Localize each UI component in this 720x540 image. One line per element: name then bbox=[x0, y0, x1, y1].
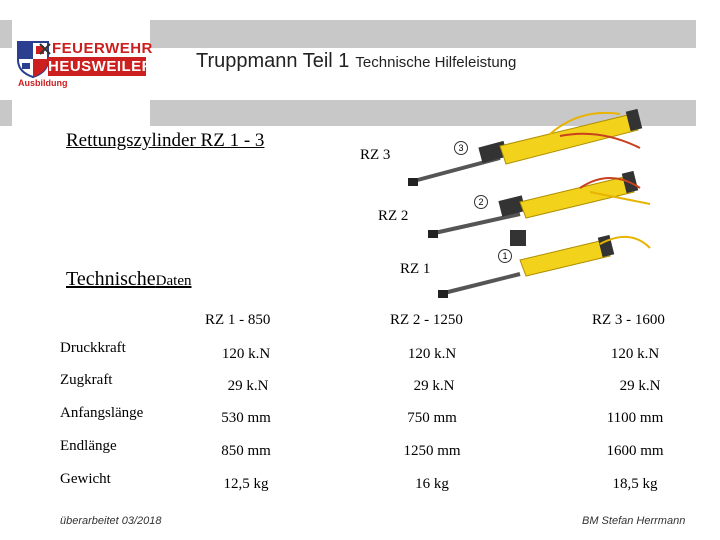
row-label-zugkraft: Zugkraft bbox=[60, 372, 113, 388]
cell-gewicht-rz2: 16 kg bbox=[415, 476, 449, 492]
label-rz3: RZ 3 bbox=[360, 147, 391, 163]
cylinder-rz3 bbox=[408, 109, 642, 186]
cell-zugkraft-rz3: 29 k.N bbox=[619, 378, 661, 394]
page-title-subtitle: Technische Hilfeleistung bbox=[355, 54, 517, 71]
cell-zugkraft-rz1: 29 k.N bbox=[227, 378, 269, 394]
cell-anfangslaenge-rz1: 530 mm bbox=[221, 410, 271, 426]
circled-number-1: 1 bbox=[498, 249, 512, 263]
tech-data-title-main: Technische bbox=[66, 268, 156, 290]
label-rz1: RZ 1 bbox=[400, 261, 431, 277]
header-bar-bottom-left bbox=[0, 100, 12, 126]
column-header-rz1: RZ 1 - 850 bbox=[205, 312, 271, 328]
cell-gewicht-rz1: 12,5 kg bbox=[223, 476, 269, 492]
row-label-anfangslaenge: Anfangslänge bbox=[60, 405, 144, 421]
cell-druckkraft-rz2: 120 k.N bbox=[407, 346, 457, 362]
tech-data-title-small: Daten bbox=[155, 273, 192, 289]
rescue-cylinder-illustration bbox=[400, 108, 660, 300]
header-bar-top-left bbox=[0, 20, 12, 48]
cylinder-rz2 bbox=[428, 171, 650, 238]
cell-endlaenge-rz2: 1250 mm bbox=[403, 443, 461, 459]
footer-revised-date: überarbeitet 03/2018 bbox=[60, 515, 162, 527]
label-rz2: RZ 2 bbox=[378, 208, 409, 224]
circled-number-2: 2 bbox=[474, 195, 488, 209]
circled-number-3: 3 bbox=[454, 141, 468, 155]
header-bar-top-right bbox=[150, 20, 696, 48]
cell-anfangslaenge-rz2: 750 mm bbox=[407, 410, 457, 426]
cell-gewicht-rz3: 18,5 kg bbox=[612, 476, 658, 492]
cell-anfangslaenge-rz3: 1100 mm bbox=[606, 410, 664, 426]
section-title: Rettungszylinder RZ 1 - 3 bbox=[66, 130, 265, 151]
page-title bbox=[196, 50, 516, 73]
cell-endlaenge-rz3: 1600 mm bbox=[606, 443, 664, 459]
crossed-axes-icon bbox=[38, 42, 52, 56]
row-label-druckkraft: Druckkraft bbox=[60, 340, 126, 356]
cell-zugkraft-rz2: 29 k.N bbox=[413, 378, 455, 394]
logo-text-ausbildung: Ausbildung bbox=[18, 78, 68, 88]
row-label-endlaenge: Endlänge bbox=[60, 438, 117, 454]
logo-text-feuerwehr: FEUERWEHR bbox=[52, 40, 153, 57]
column-header-rz3: RZ 3 - 1600 bbox=[592, 312, 665, 328]
cell-druckkraft-rz1: 120 k.N bbox=[221, 346, 271, 362]
footer-author: BM Stefan Herrmann bbox=[582, 515, 686, 527]
row-label-gewicht: Gewicht bbox=[60, 471, 111, 487]
logo-text-heusweiler: HEUSWEILER bbox=[48, 58, 154, 75]
page-title-main: Truppmann Teil 1 bbox=[196, 50, 350, 72]
column-header-rz2: RZ 2 - 1250 bbox=[390, 312, 463, 328]
cell-endlaenge-rz1: 850 mm bbox=[221, 443, 271, 459]
tech-data-title bbox=[66, 268, 192, 291]
cylinder-rz1 bbox=[438, 230, 650, 298]
cell-druckkraft-rz3: 120 k.N bbox=[610, 346, 660, 362]
